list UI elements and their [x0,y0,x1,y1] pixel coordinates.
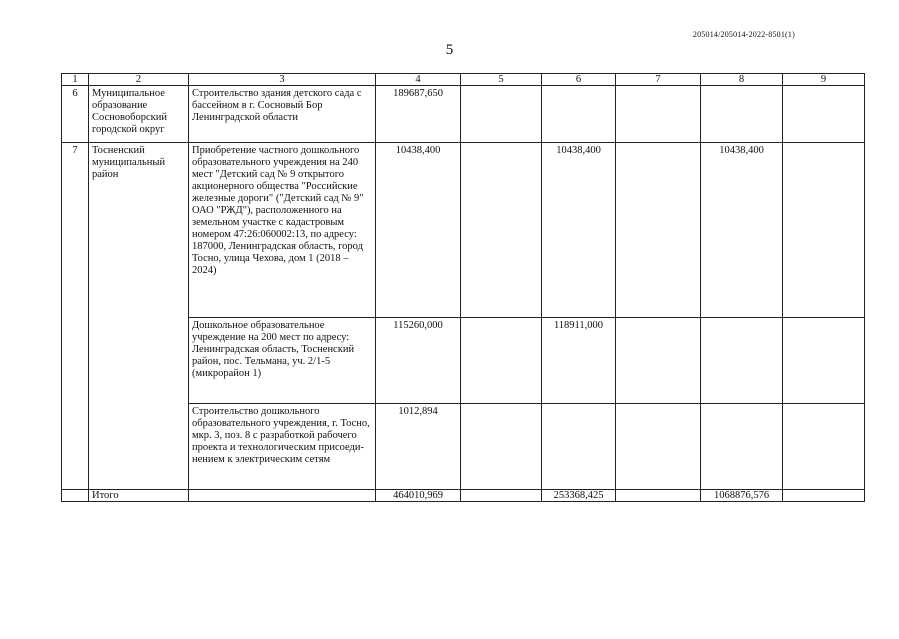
column-number: 5 [461,74,542,86]
value-cell [783,404,865,490]
value-cell [701,318,783,404]
value-cell [542,86,616,143]
total-value [616,490,701,502]
value-cell [701,404,783,490]
column-number: 4 [376,74,461,86]
value-cell: 1012,894 [376,404,461,490]
object-cell: Приобретение частного дошкольного образовательного учреждения на 240 мест "Детский сад № 9 открытого акционерного общества "Российские железные дороги" ("Детский сад № 9" ОАО "РЖД"), расположенного на земельном участке с кадастровым номером 47:26:060002:13, по адресу: 187000, Ленинградская область, город Тосно, улица Чехова, дом 1 (2018 – 2024) [189,143,376,318]
column-number: 8 [701,74,783,86]
value-cell [616,318,701,404]
column-number: 7 [616,74,701,86]
total-object-cell [189,490,376,502]
value-cell: 10438,400 [376,143,461,318]
value-cell: 118911,000 [542,318,616,404]
value-cell [616,86,701,143]
document-id: 205014/205014-2022-8501(1) [692,30,795,39]
value-cell [542,404,616,490]
total-value [783,490,865,502]
value-cell [701,86,783,143]
total-row [62,490,865,502]
value-cell [461,404,542,490]
municipality-cell: Тосненский муниципальный район [89,143,189,490]
total-value: 464010,969 [376,490,461,502]
object-cell: Дошкольное образовательное учреждение на 200 мест по адресу: Ленинградская область, Тосненский район, пос. Тельмана, уч. 2/1-5 (микрорайон 1) [189,318,376,404]
column-number: 9 [783,74,865,86]
value-cell: 10438,400 [701,143,783,318]
value-cell [461,143,542,318]
value-cell: 10438,400 [542,143,616,318]
column-number: 3 [189,74,376,86]
total-label: Итого [89,490,189,502]
value-cell: 115260,000 [376,318,461,404]
row-number: 6 [62,86,89,143]
total-value: 1068876,576 [701,490,783,502]
value-cell [461,86,542,143]
object-cell: Строительство дошкольного образовательного учреждения, г. Тосно, мкр. 3, поз. 8 с разработкой рабочего проекта и технологическим присоеди-нением к электрическим сетям [189,404,376,490]
total-value: 253368,425 [542,490,616,502]
column-number: 1 [62,74,89,86]
value-cell [616,404,701,490]
total-number-cell [62,490,89,502]
table-row [62,143,865,318]
row-number: 7 [62,143,89,490]
column-number: 6 [542,74,616,86]
object-cell: Строительство здания детского сада с бассейном в г. Сосновый Бор Ленинградской области [189,86,376,143]
page-number: 5 [445,42,454,58]
value-cell [461,318,542,404]
column-number: 2 [89,74,189,86]
budget-table [61,73,865,502]
municipality-cell: Муниципальное образование Сосновоборский городской округ [89,86,189,143]
column-number-row [62,74,865,86]
table-row [62,86,865,143]
value-cell [783,86,865,143]
value-cell [783,143,865,318]
total-value [461,490,542,502]
value-cell: 189687,650 [376,86,461,143]
value-cell [616,143,701,318]
value-cell [783,318,865,404]
